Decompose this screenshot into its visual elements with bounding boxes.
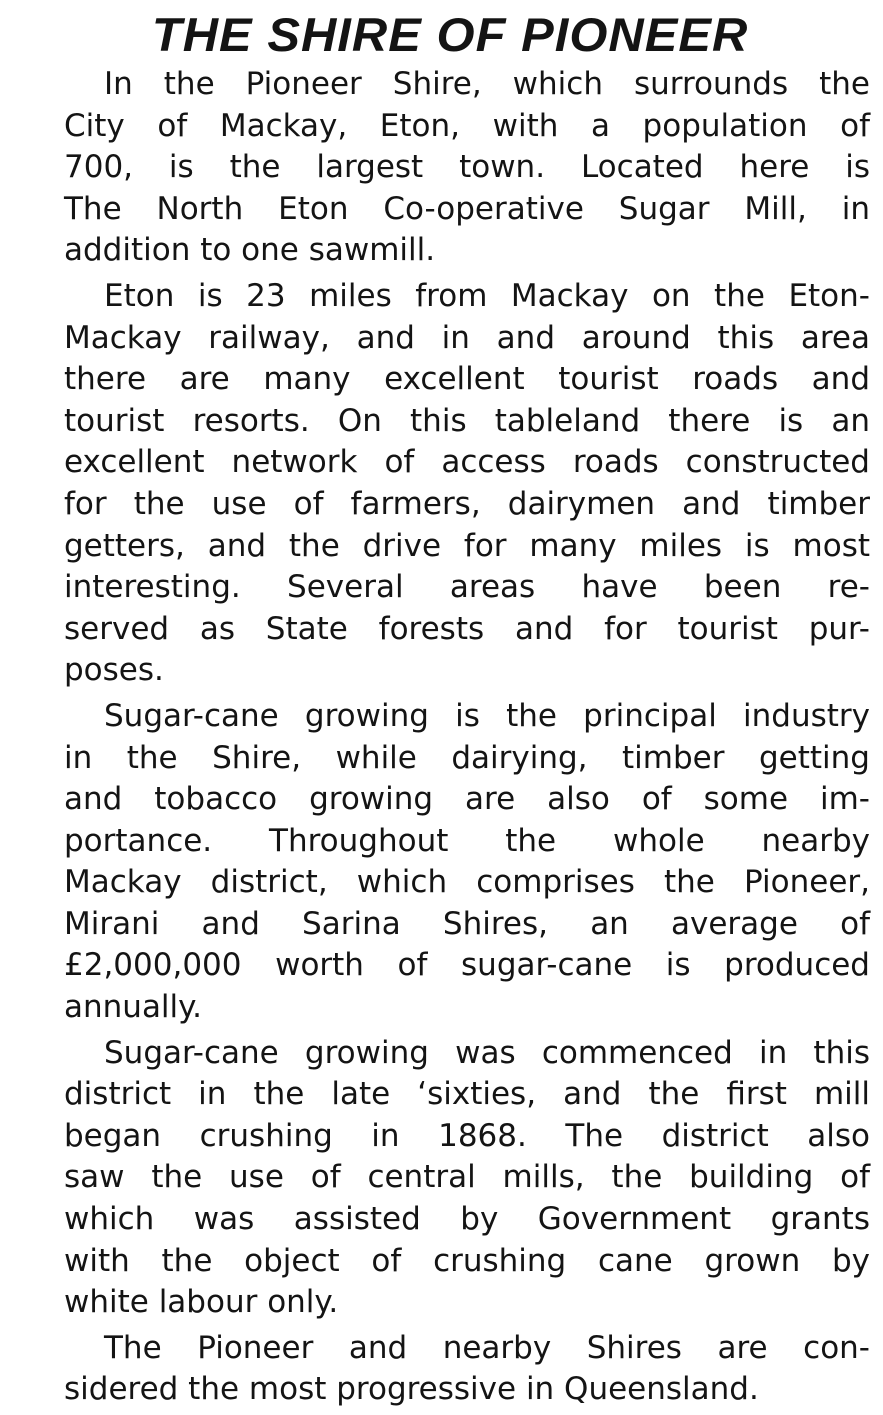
text-line: Mirani and Sarina Shires, an average of	[64, 905, 870, 942]
text-line: interesting. Several areas have been re-	[64, 569, 870, 606]
text-line: district in the late ‘sixties, and the first mill	[64, 1076, 870, 1113]
text-line: Sugar-cane growing is the principal industry	[104, 697, 870, 734]
paragraph-1	[24, 64, 870, 272]
paragraph-2	[24, 276, 870, 692]
text-line: began crushing in 1868. The district also	[64, 1117, 870, 1154]
text-line: annually.	[64, 989, 202, 1026]
article-title: THE SHIRE OF PIONEER	[151, 8, 749, 61]
text-line: for the use of farmers, dairymen and timber	[64, 485, 870, 522]
paragraph-3	[24, 696, 870, 1029]
text-line: The Pioneer and nearby Shires are con-	[104, 1329, 870, 1366]
text-line: Mackay railway, and in and around this area	[64, 319, 870, 356]
text-line: which was assisted by Government grants	[64, 1201, 870, 1238]
paragraph-4	[24, 1033, 870, 1324]
article	[24, 6, 870, 1415]
text-line: there are many excellent tourist roads and	[64, 361, 870, 398]
text-line: served as State forests and for tourist pur-	[64, 610, 870, 647]
text-line: tourist resorts. On this tableland there is an	[64, 402, 870, 439]
text-line: saw the use of central mills, the building of	[64, 1159, 870, 1196]
text-line: white labour only.	[64, 1284, 339, 1321]
paragraph-5	[24, 1328, 870, 1411]
text-line: In the Pioneer Shire, which surrounds the	[104, 66, 870, 102]
text-line: City of Mackay, Eton, with a population of	[64, 107, 870, 144]
text-line: excellent network of access roads constructed	[64, 444, 870, 481]
text-line: addition to one sawmill.	[64, 232, 436, 269]
text-line: £2,000,000 worth of sugar-cane is produced	[64, 947, 870, 984]
text-line: Sugar-cane growing was commenced in this	[104, 1034, 870, 1071]
text-line: sidered the most progressive in Queensland.	[64, 1371, 759, 1408]
text-line: Mackay district, which comprises the Pioneer,	[64, 864, 870, 901]
text-line: getters, and the drive for many miles is most	[64, 527, 870, 564]
text-line: in the Shire, while dairying, timber getting	[64, 739, 870, 776]
text-line: with the object of crushing cane grown by	[64, 1242, 870, 1279]
text-line: poses.	[64, 652, 164, 689]
text-line: and tobacco growing are also of some im-	[64, 781, 870, 818]
text-line: portance. Throughout the whole nearby	[64, 822, 870, 859]
text-line: 700, is the largest town. Located here is	[64, 149, 870, 186]
text-line: The North Eton Co-operative Sugar Mill, in	[64, 190, 870, 227]
text-line: Eton is 23 miles from Mackay on the Eton-	[104, 277, 870, 314]
